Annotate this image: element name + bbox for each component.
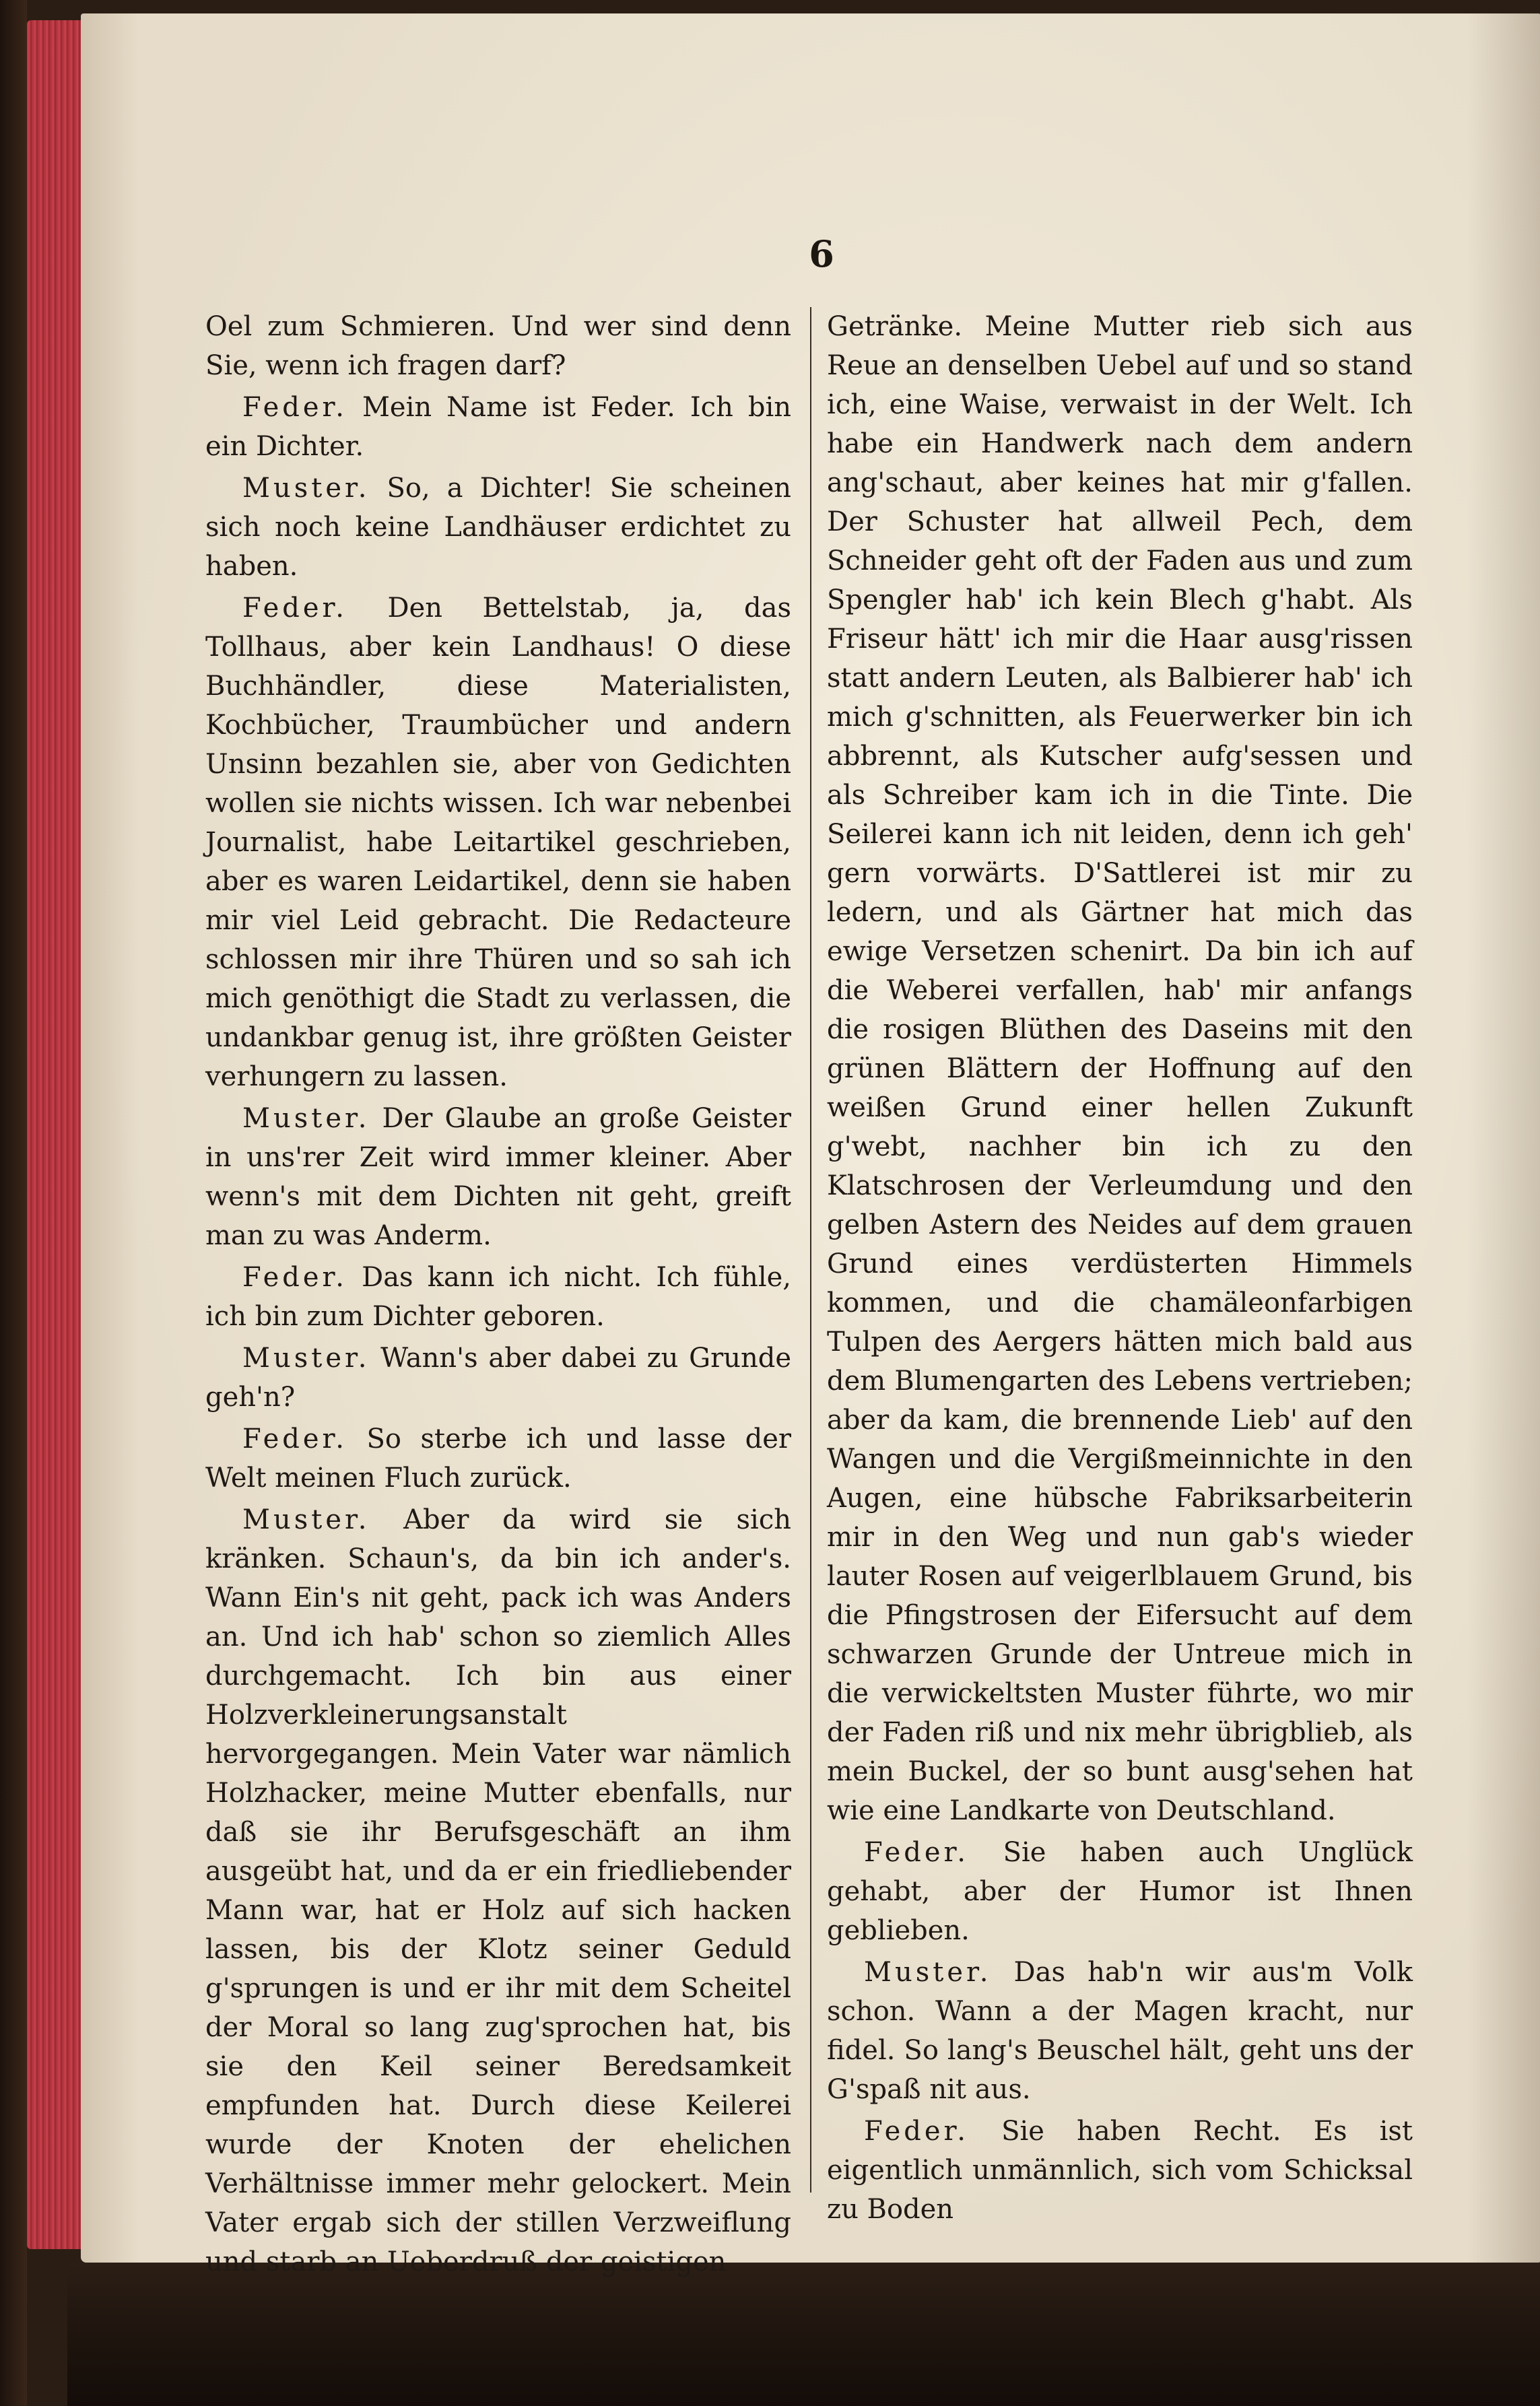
- speaker-label: Muster.: [242, 1343, 370, 1374]
- speaker-label: Muster.: [864, 1957, 992, 1988]
- paragraph: [205, 469, 800, 586]
- paragraph-text: So sterbe ich und lasse der Welt meinen Fluch zurück.: [205, 1424, 800, 1494]
- paragraph: [205, 388, 800, 466]
- speaker-label: Muster.: [242, 473, 370, 504]
- paragraph-text: So, a Dichter! Sie scheinen sich noch keine Landhäuser erdichtet zu haben.: [205, 473, 800, 582]
- paragraph: [827, 307, 1421, 1830]
- paragraph: [205, 589, 800, 1096]
- paragraph-text: Sie haben Recht. Es ist eigentlich unmännlich, sich vom Schicksal zu Boden: [827, 2116, 1421, 2225]
- paragraph-text: Den Bettelstab, ja, das Tollhaus, aber kein Landhaus! O diese Buchhändler, diese Materialisten, Kochbücher, Traumbücher und andern Unsinn bezahlen sie, aber von Gedichten wollen sie nichts wissen. Ich war nebenbei Journalist, habe Leitartikel geschrieben, aber es waren Leidartikel, denn sie haben mir viel Leid gebracht. Die Redacteure schlossen mir ihre Thüren und so sah ich mich genöthigt die Stadt zu verlassen, die undankbar genug ist, ihre größten Geister verhungern zu lassen.: [205, 593, 800, 1092]
- page-number: 6: [809, 232, 834, 275]
- speaker-label: Muster.: [242, 1504, 370, 1535]
- paragraph-text: Mein Name ist Feder. Ich bin ein Dichter.: [205, 392, 800, 462]
- speaker-label: Feder.: [242, 392, 347, 423]
- paragraph: [205, 1339, 800, 1417]
- paragraph: [205, 1419, 800, 1498]
- paragraph: [205, 1099, 800, 1255]
- paragraph: [205, 1258, 800, 1336]
- paragraph-text: Sie haben auch Unglück gehabt, aber der Humor ist Ihnen geblieben.: [827, 1837, 1421, 1946]
- speaker-label: Feder.: [242, 1424, 347, 1455]
- paragraph-text: Getränke. Meine Mutter rieb sich aus Reue an denselben Uebel auf und so stand ich, eine Waise, verwaist in der Welt. Ich habe ein Handwerk nach dem andern ang'schaut, aber keines hat mir g'fallen. Der Schuster hat allweil Pech, dem Schneider geht oft der Faden aus und zum Spengler hab' ich kein Blech g'habt. Als Friseur hätt' ich mir die Haar ausg'rissen statt andern Leuten, als Balbierer hab' ich mich g'schnitten, als Feuerwerker bin ich abbrennt, als Kutscher aufg'sessen und als Schreiber kam ich in die Tinte. Die Seilerei kann ich nit leiden, denn ich geh' gern vorwärts. D'Sattlerei ist mir zu ledern, und als Gärtner hat mich das ewige Versetzen schenirt. Da bin ich auf die Weberei verfallen, hab' mir anfangs die rosigen Blüthen des Daseins mit den grünen Blättern der Hoffnung auf den weißen Grund einer hellen Zukunft g'webt, nachher bin ich zu den Klatschrosen der Verleumdung und den gelben Astern des Neides auf dem grauen Grund eines verdüsterten Himmels kommen, und die chamäleonfarbigen Tulpen des Aergers hätten mich bald aus dem Blumengarten des Lebens vertrieben; aber da kam, die brennende Lieb' auf den Wangen und die Vergißmeinnichte in den Augen, eine hübsche Fabriksarbeiterin mir in den Weg und nun gab's wieder lauter Rosen auf veigerlblauem Grund, bis die Pfingstrosen der Eifersucht auf dem schwarzen Grunde der Untreue mich in die verwickeltsten Muster führte, wo mir der Faden riß und nix mehr übrigblieb, als mein Buckel, der so bunt ausg'sehen hat wie eine Landkarte von Deutschland.: [827, 311, 1421, 1826]
- paragraph-text: Das kann ich nicht. Ich fühle, ich bin zum Dichter geboren.: [205, 1262, 800, 1332]
- speaker-label: Feder.: [864, 1837, 969, 1868]
- paragraph: [205, 307, 800, 385]
- paragraph: [205, 1500, 800, 2281]
- speaker-label: Feder.: [242, 593, 347, 624]
- paragraph: [827, 1833, 1421, 1950]
- speaker-label: Feder.: [242, 1262, 347, 1293]
- right-text-column: [827, 307, 1421, 2232]
- paragraph-text: Der Glaube an große Geister in uns'rer Zeit wird immer kleiner. Aber wenn's mit dem Dichten nit geht, greift man zu was Anderm.: [205, 1103, 800, 1251]
- paragraph: [827, 1953, 1421, 2109]
- left-text-column: [205, 307, 800, 2284]
- book-cover-edge: [0, 0, 27, 2406]
- column-divider: [810, 307, 811, 2193]
- speaker-label: Feder.: [864, 2116, 969, 2147]
- paragraph: [827, 2112, 1421, 2229]
- paragraph-text: Wann's aber dabei zu Grunde geh'n?: [205, 1343, 800, 1413]
- speaker-label: Muster.: [242, 1103, 370, 1134]
- paragraph-text: Oel zum Schmieren. Und wer sind denn Sie, wenn ich fragen darf?: [205, 311, 800, 381]
- paragraph-text: Das hab'n wir aus'm Volk schon. Wann a der Magen kracht, nur fidel. So lang's Beuschel hält, geht uns der G'spaß nit aus.: [827, 1957, 1421, 2105]
- paragraph-text: Aber da wird sie sich kränken. Schaun's, da bin ich ander's. Wann Ein's nit geht, pack ich was Anders an. Und ich hab' schon so ziemlich Alles durchgemacht. Ich bin aus einer Holzverkleinerungsanstalt hervorgegangen. Mein Vater war nämlich Holzhacker, meine Mutter ebenfalls, nur daß sie ihr Berufsgeschäft an ihm ausgeübt hat, und da er ein friedliebender Mann war, hat er Holz auf sich hacken lassen, bis der Klotz seiner Geduld g'sprungen is und er ihr mit dem Scheitel der Moral so lang zug'sprochen hat, bis sie den Keil seiner Beredsamkeit empfunden hat. Durch diese Keilerei wurde der Knoten der ehelichen Verhältnisse immer mehr gelockert. Mein Vater ergab sich der stillen Verzweiflung und starb an Ueberdruß der geistigen: [205, 1504, 800, 2277]
